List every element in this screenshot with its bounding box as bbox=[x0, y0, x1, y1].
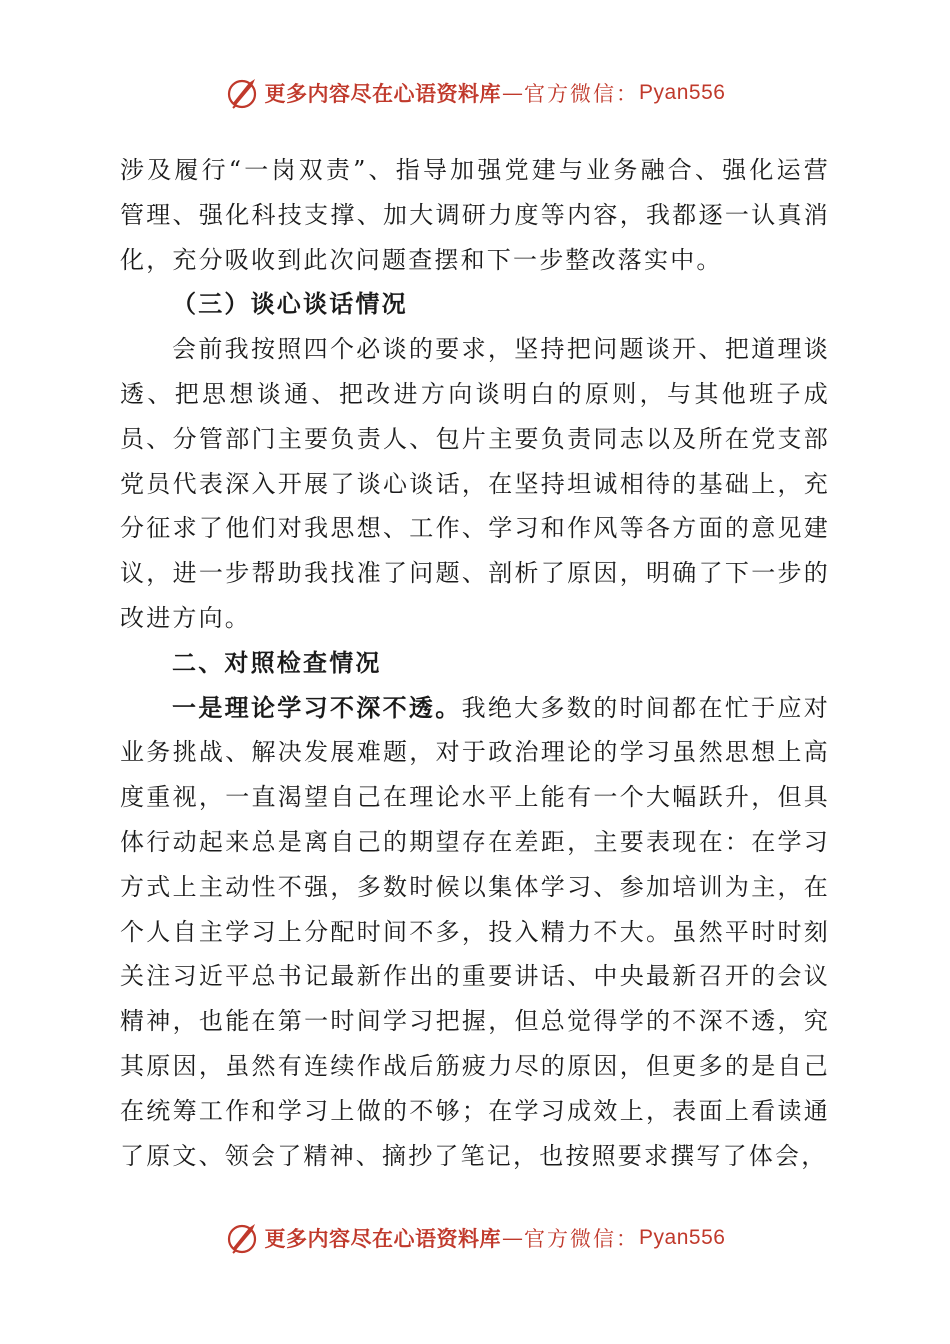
footer-wechat-id: Pyan556 bbox=[639, 1226, 726, 1249]
pen-quill-logo-icon bbox=[225, 1220, 261, 1256]
footer-dash: — bbox=[502, 1226, 524, 1250]
section-heading-talk: （三）谈心谈话情况 bbox=[172, 289, 408, 319]
header-text bbox=[265, 78, 726, 108]
paragraph-theory-study bbox=[120, 686, 830, 1179]
footer-banner bbox=[0, 1218, 950, 1258]
document-body bbox=[120, 148, 830, 1178]
header-dash: — bbox=[502, 81, 524, 105]
footer-text bbox=[265, 1223, 726, 1253]
paragraph-body-text: 我绝大多数的时间都在忙于应对业务挑战、解决发展难题，对于政治理论的学习虽然思想上高度重视，一直渴望自己在理论水平上能有一个大幅跃升，但具体行动起来总是离自己的期望存在差距，主要表现在：在学习方式上主动性不强，多数时候以集体学习、参加培训为主，在个人自主学习上分配时间不多，投入精力不大。虽然平时时刻关注习近平总书记最新作出的重要讲话、中央最新召开的会议精神，也能在第一时间学习把握，但总觉得学的不深不透，究其原因，虽然有连续作战后筋疲力尽的原因，但更多的是自己在统筹工作和学习上做的不够；在学习成效上，表面上看读通了原文、领会了精神、摘抄了笔记，也按照要求撰写了体会， bbox=[120, 693, 830, 1170]
paragraph-talk: 会前我按照四个必谈的要求，坚持把问题谈开、把道理谈透、把思想谈通、把改进方向谈明白的原则，与其他班子成员、分管部门主要负责人、包片主要负责同志以及所在党支部党员代表深入开展了谈心谈话，在坚持坦诚相待的基础上，充分征求了他们对我思想、工作、学习和作风等各方面的意见建议，进一步帮助我找准了问题、剖析了原因，明确了下一步的改进方向。 bbox=[120, 335, 830, 632]
section-heading-check: 二、对照检查情况 bbox=[172, 647, 382, 677]
footer-site-name: 更多内容尽在心语资料库 bbox=[264, 1226, 502, 1251]
pen-quill-logo-icon bbox=[225, 75, 261, 111]
header-wechat-id: Pyan556 bbox=[639, 81, 726, 104]
paragraph-continuation: 涉及履行“一岗双责”、指导加强党建与业务融合、强化运营管理、强化科技支撑、加大调研力度等内容，我都逐一认真消化，充分吸收到此次问题查摆和下一步整改落实中。 bbox=[120, 156, 830, 274]
header-wechat-label: 官方微信： bbox=[524, 82, 640, 106]
header-site-name: 更多内容尽在心语资料库 bbox=[264, 81, 502, 106]
paragraph-lead-text: 一是理论学习不深不透。 bbox=[172, 692, 462, 722]
footer-wechat-label: 官方微信： bbox=[524, 1227, 640, 1251]
header-banner bbox=[0, 73, 950, 113]
